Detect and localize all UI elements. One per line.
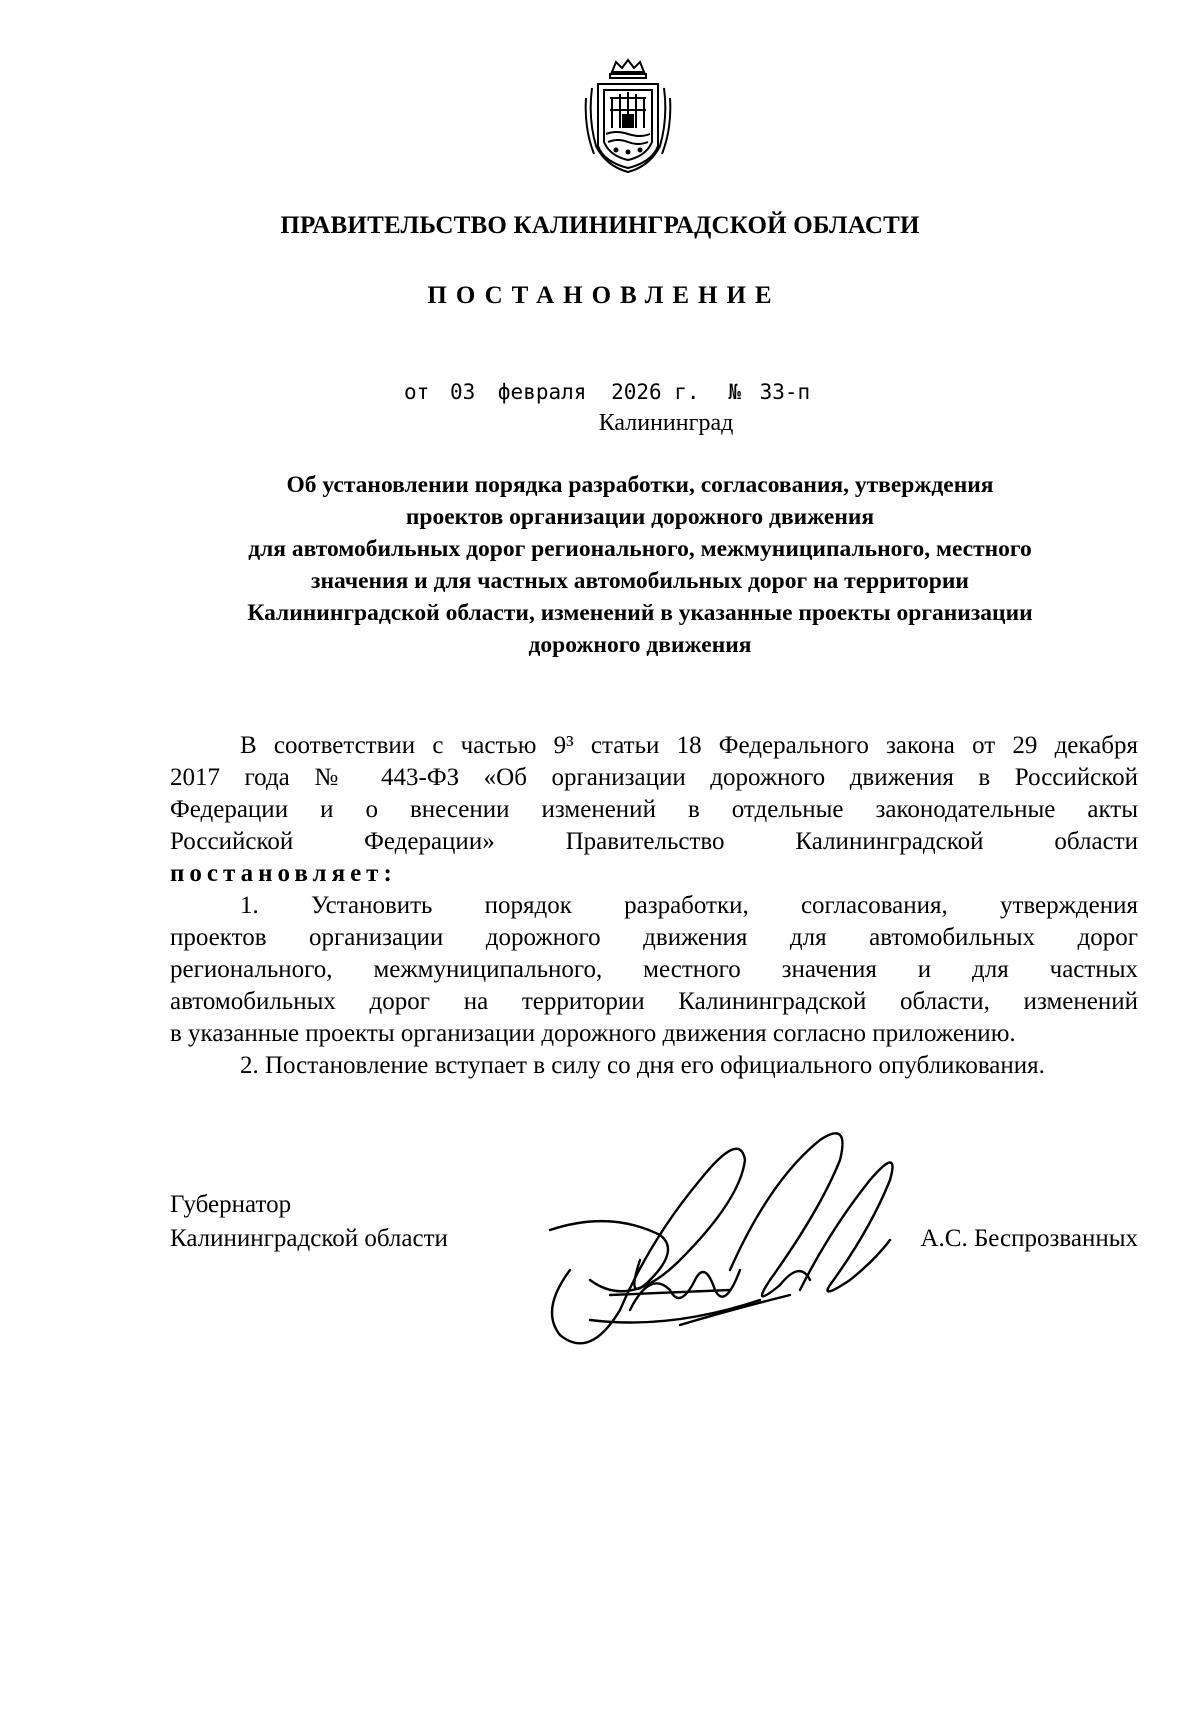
heading-line: Об установлении порядка разработки, согласования, утверждения: [286, 472, 994, 498]
handwritten-signature: [530, 1120, 950, 1360]
date-month: февраля: [497, 380, 587, 404]
preamble: [170, 730, 1138, 890]
preamble-line: 2017 года № 443-ФЗ «Об организации дорожного движения в Российской: [170, 764, 1138, 791]
role-line: Калининградской области: [170, 1225, 448, 1252]
item-1-line: проектов организации дорожного движения для автомобильных дорог: [170, 924, 1138, 951]
city: Калининград: [598, 410, 734, 436]
heading-line: дорожного движения: [528, 632, 752, 658]
preamble-line: Федерации и о внесении изменений в отдельные законодательные акты: [170, 796, 1138, 823]
government-title: ПРАВИТЕЛЬСТВО КАЛИНИНГРАДСКОЙ ОБЛАСТИ: [280, 212, 920, 239]
item-1-line: регионального, межмуниципального, местного значения и для частных: [170, 956, 1138, 983]
date-year: 2026 г.: [611, 380, 700, 404]
heading-line: для автомобильных дорог регионального, межмуниципального, местного: [248, 536, 1032, 562]
date-prefix: от: [404, 380, 430, 404]
preamble-line: Российской Федерации» Правительство Калининградской области: [170, 828, 1138, 855]
number-sign: №: [728, 380, 741, 404]
heading-line: Калининградской области, изменений в указанные проекты организации: [247, 600, 1033, 626]
date-number-line: [404, 380, 810, 404]
role-line: Губернатор: [170, 1191, 292, 1218]
document-number: 33-п: [759, 380, 811, 404]
signatory-name: А.С. Беспрозванных: [920, 1225, 1138, 1252]
signatory-role: [170, 1188, 448, 1256]
preamble-line: В соответствии с частью 9³ статьи 18 Федерального закона от 29 декабря: [240, 732, 1138, 759]
item-1-line: 1. Установить порядок разработки, согласования, утверждения: [240, 892, 1138, 919]
item-1: [170, 890, 1138, 1050]
coat-of-arms-icon: [582, 58, 674, 176]
heading-line: значения и для частных автомобильных дорог на территории: [311, 568, 969, 594]
item-2: 2. Постановление вступает в силу со дня его официального опубликования.: [240, 1052, 1045, 1079]
item-1-line: в указанные проекты организации дорожного движения согласно приложению.: [170, 1020, 1016, 1047]
decides-word: постановляет:: [170, 860, 397, 887]
item-1-line: автомобильных дорог на территории Калининградской области, изменений: [170, 988, 1138, 1015]
document-type: ПОСТАНОВЛЕНИЕ: [427, 282, 781, 309]
date-day: 03: [449, 380, 476, 404]
document-body: [170, 730, 1138, 1082]
document-heading: [160, 469, 1120, 661]
heading-line: проектов организации дорожного движения: [405, 504, 875, 530]
